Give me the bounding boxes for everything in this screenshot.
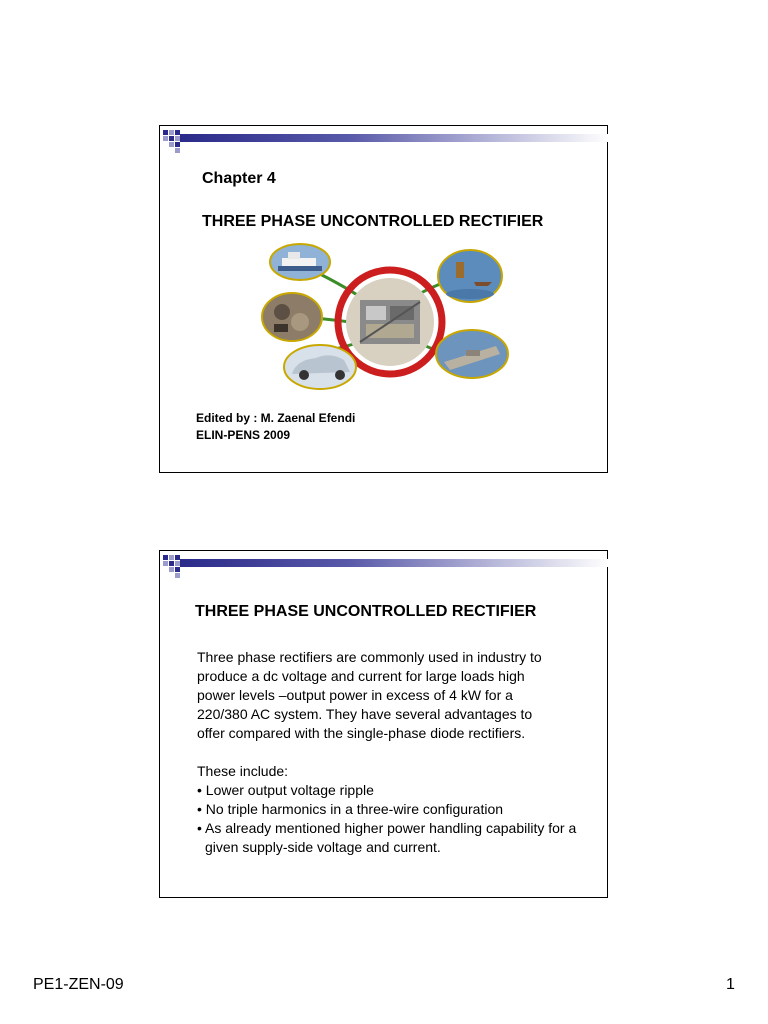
chapter-label: Chapter 4 [202,170,276,187]
edited-by-text: Edited by : M. Zaenal Efendi [196,411,356,425]
slide-decoration [160,126,609,156]
page-number: 1 [726,976,735,993]
rectifier-collage-image [260,242,520,392]
list-item: • As already mentioned higher power handling capability for a given supply-side voltage and current. [197,820,577,855]
slide-1 [159,125,608,473]
list-item: • Lower output voltage ripple [197,782,374,798]
paragraph-line: power levels –output power in excess of 4 kW for a [197,687,513,703]
slide-title: THREE PHASE UNCONTROLLED RECTIFIER [195,603,537,620]
slide-body [197,648,597,857]
list-intro: These include: [197,763,289,779]
paragraph-line: produce a dc voltage and current for large loads high [197,668,525,684]
list-item: • No triple harmonics in a three-wire configuration [197,801,504,817]
footer-doc-code: PE1-ZEN-09 [33,976,124,993]
organization-year-text: ELIN-PENS 2009 [196,428,291,442]
slide-title: THREE PHASE UNCONTROLLED RECTIFIER [202,213,544,230]
slide-decoration [160,551,609,581]
paragraph-line: 220/380 AC system. They have several advantages to [197,706,533,722]
slide-2 [159,550,608,898]
paragraph-line: offer compared with the single-phase diode rectifiers. [197,725,526,741]
paragraph-line: Three phase rectifiers are commonly used in industry to [197,649,542,665]
